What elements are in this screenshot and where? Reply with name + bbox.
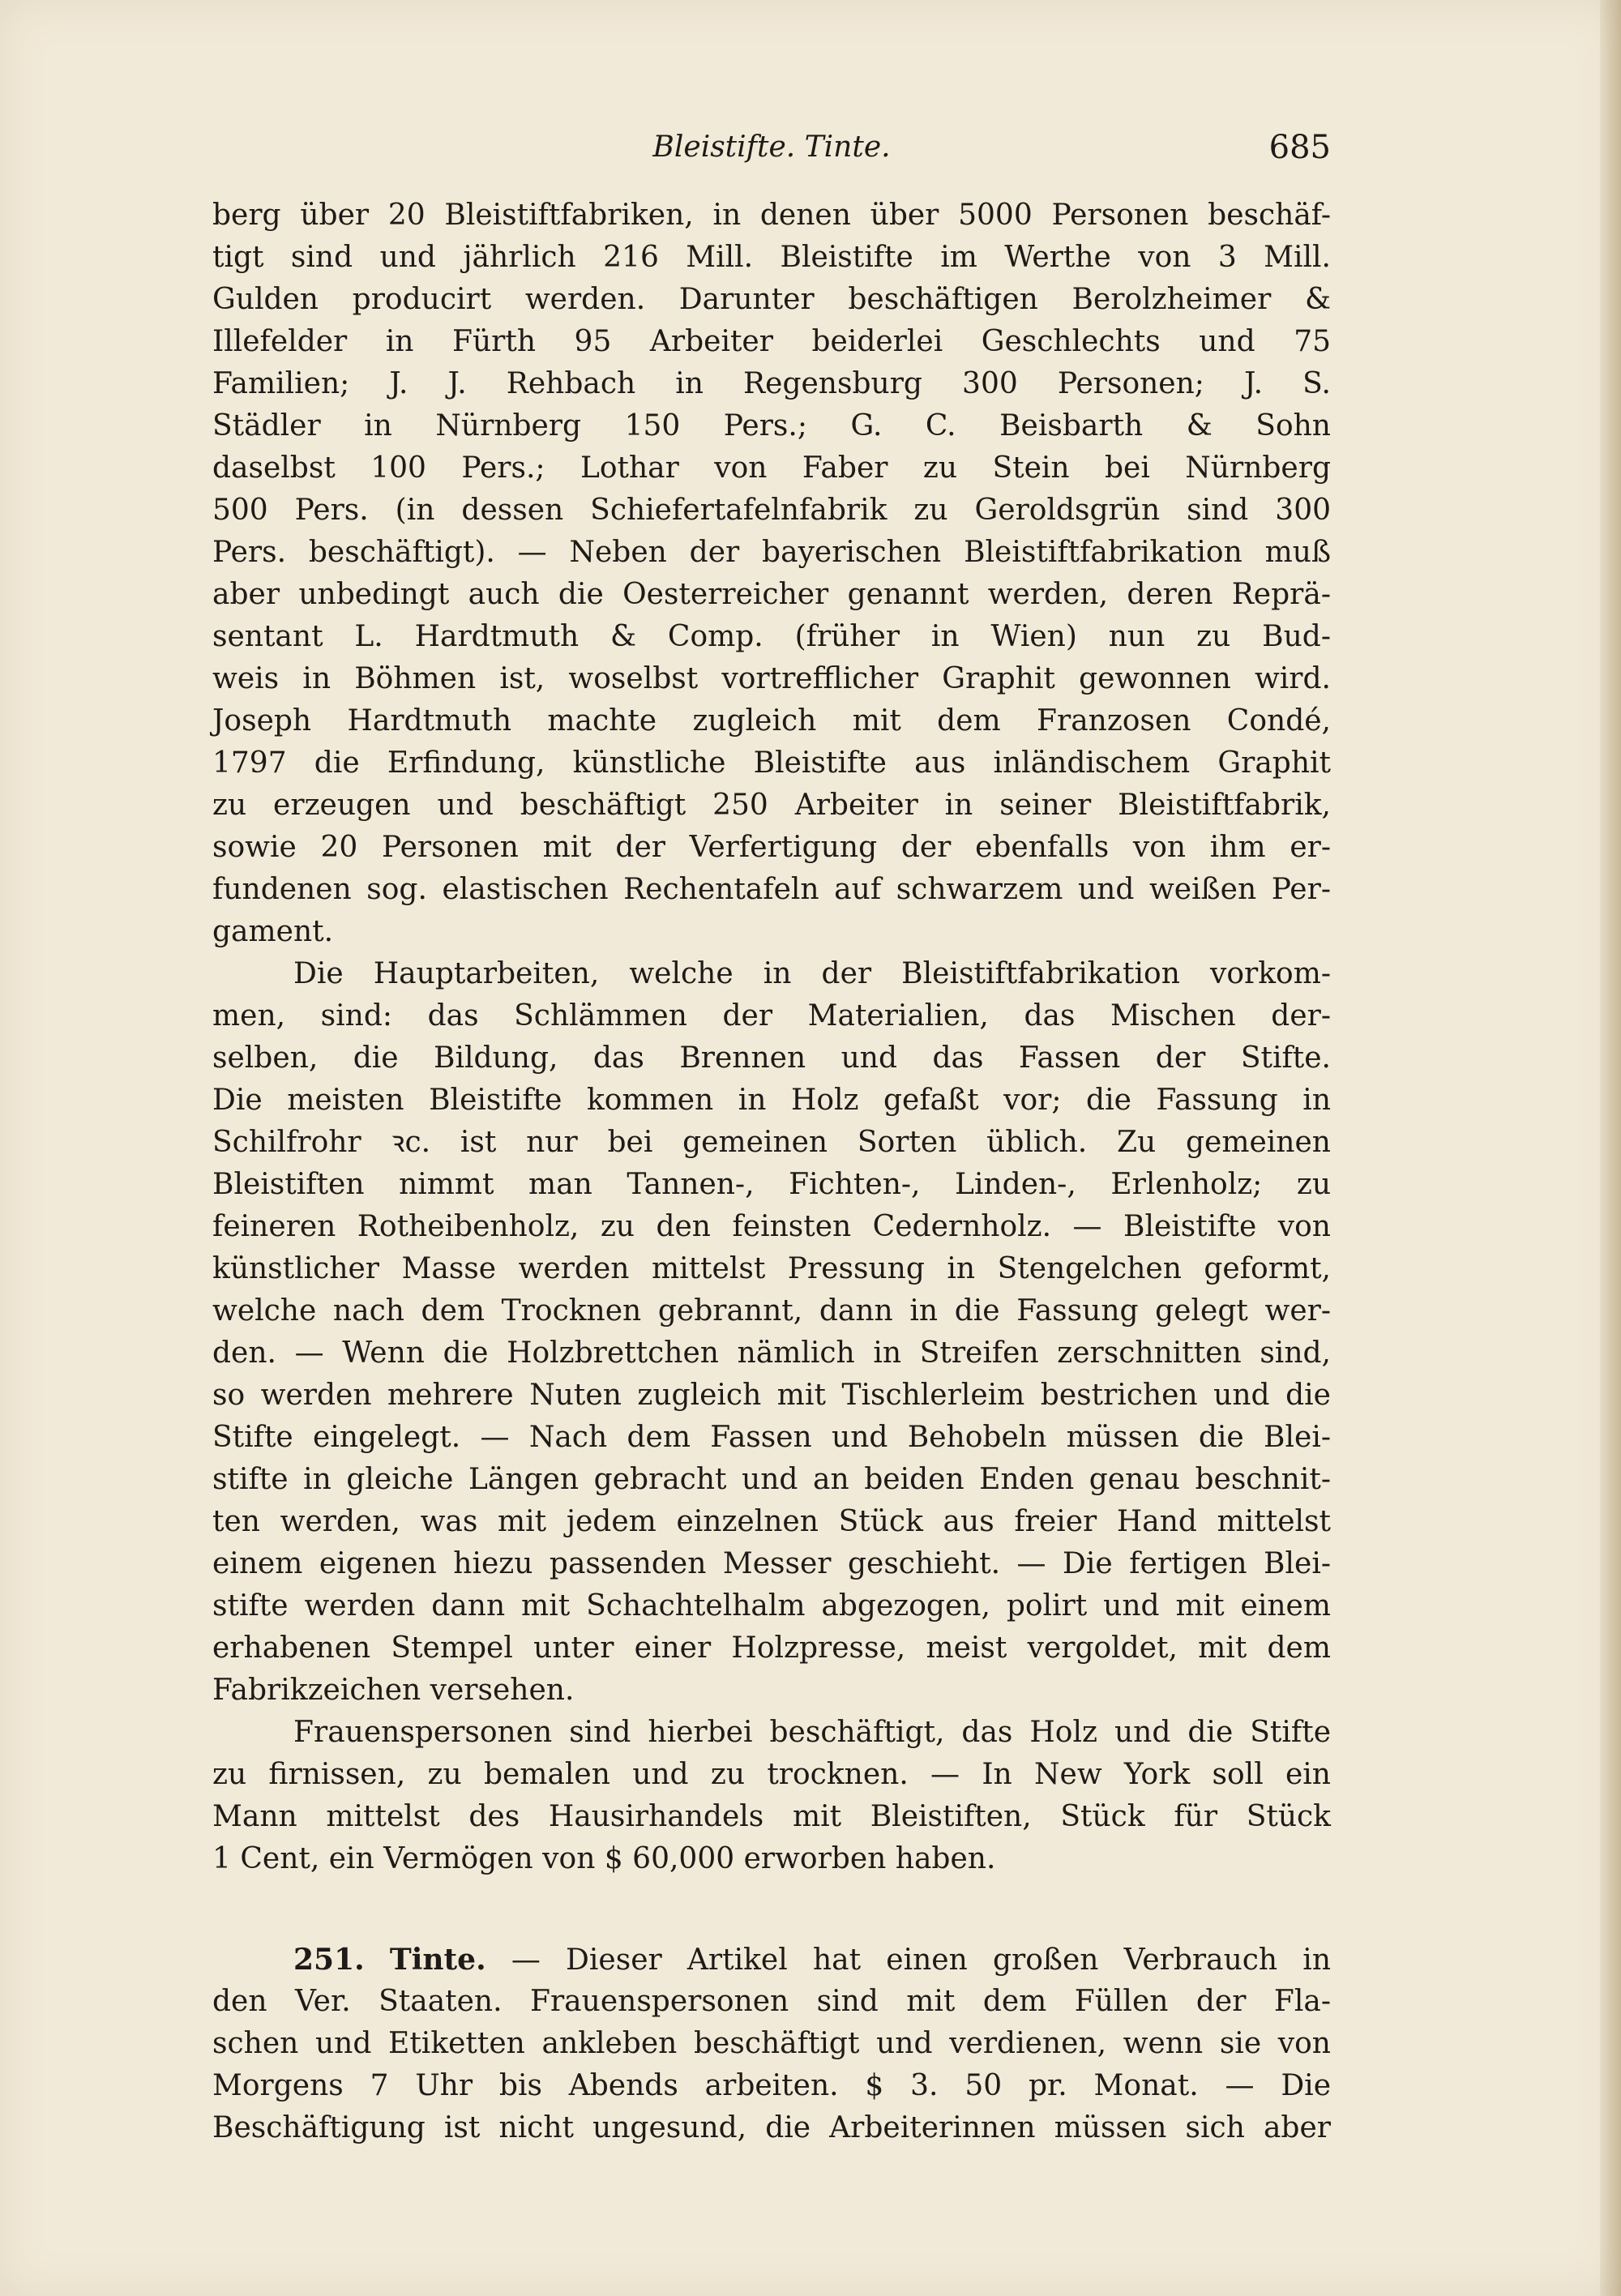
text-line: stifte werden dann mit Schachtelhalm abgezogen, polirt und mit einem: [212, 1589, 1331, 1623]
text-line: Familien; J. J. Rehbach in Regensburg 300 Personen; J. S.: [212, 367, 1331, 400]
text-line: selben, die Bildung, das Brennen und das Fassen der Stifte.: [212, 1041, 1331, 1075]
text-line: 1797 die Erfindung, künstliche Bleistifte aus inländischem Graphit: [212, 746, 1331, 780]
text-line: Stifte eingelegt. — Nach dem Fassen und Behobeln müssen die Blei-: [212, 1421, 1331, 1454]
text-line: Gulden producirt werden. Darunter beschäftigen Berolzheimer &: [212, 283, 1331, 316]
text-line: tigt sind und jährlich 216 Mill. Bleistifte im Werthe von 3 Mill.: [212, 241, 1331, 274]
text-line: Morgens 7 Uhr bis Abends arbeiten. $ 3. 50 pr. Monat. — Die: [212, 2069, 1331, 2102]
text-line: den Ver. Staaten. Frauenspersonen sind mit dem Füllen der Fla-: [212, 1985, 1331, 2018]
text-line: ten werden, was mit jedem einzelnen Stück aus freier Hand mittelst: [212, 1505, 1331, 1538]
section-251-tinte: [212, 1939, 1331, 2149]
text-line: zu firnissen, zu bemalen und zu trocknen. — In New York soll ein: [212, 1758, 1331, 1791]
section-heading: Tinte.: [389, 1943, 486, 1977]
text-line: welche nach dem Trocknen gebrannt, dann in die Fassung gelegt wer-: [212, 1294, 1331, 1328]
book-spine-shadow: [1600, 0, 1621, 2296]
text-line: 500 Pers. (in dessen Schiefertafelnfabrik zu Geroldsgrün sind 300: [212, 494, 1331, 527]
text-line: sowie 20 Personen mit der Verfertigung der ebenfalls von ihm er-: [212, 831, 1331, 864]
section-spacer: [212, 1880, 1331, 1939]
text-line: Joseph Hardtmuth machte zugleich mit dem Franzosen Condé,: [212, 704, 1331, 738]
paragraph-frauenspersonen: [212, 1712, 1331, 1880]
text-line: erhabenen Stempel unter einer Holzpresse, meist vergoldet, mit dem: [212, 1631, 1331, 1665]
text-line: sentant L. Hardtmuth & Comp. (früher in Wien) nun zu Bud-: [212, 620, 1331, 653]
running-title: Bleistifte. Tinte.: [652, 130, 891, 164]
text-line: Die meisten Bleistifte kommen in Holz gefaßt vor; die Fassung in: [212, 1084, 1331, 1117]
page-body: [212, 195, 1331, 2149]
text-line: Beschäftigung ist nicht ungesund, die Arbeiterinnen müssen sich aber: [212, 2111, 1331, 2144]
text-line: aber unbedingt auch die Oesterreicher genannt werden, deren Reprä-: [212, 578, 1331, 611]
text-line: Fabrikzeichen versehen.: [212, 1674, 575, 1707]
text-line: zu erzeugen und beschäftigt 250 Arbeiter in seiner Bleistiftfabrik,: [212, 789, 1331, 822]
text-line: stifte in gleiche Längen gebracht und an beiden Enden genau beschnit-: [212, 1463, 1331, 1496]
text-line: künstlicher Masse werden mittelst Pressung in Stengelchen geformt,: [212, 1252, 1331, 1285]
text-line: Illefelder in Fürth 95 Arbeiter beiderlei Geschlechts und 75: [212, 325, 1331, 358]
text-line: Die Hauptarbeiten, welche in der Bleistiftfabrikation vorkom-: [293, 957, 1331, 990]
text-line: 1 Cent, ein Vermögen von $ 60,000 erworben haben.: [212, 1842, 996, 1875]
text-line: men, sind: das Schlämmen der Materialien, das Mischen der-: [212, 999, 1331, 1033]
text-line: einem eigenen hiezu passenden Messer geschieht. — Die fertigen Blei-: [212, 1547, 1331, 1580]
text-line: Mann mittelst des Hausirhandels mit Bleistiften, Stück für Stück: [212, 1800, 1331, 1833]
text-line: schen und Etiketten ankleben beschäftigt und verdienen, wenn sie von: [212, 2027, 1331, 2060]
page-number: 685: [1268, 129, 1331, 166]
paragraph-hauptarbeiten: [212, 953, 1331, 1712]
page-header: [212, 123, 1331, 172]
text-line: Städler in Nürnberg 150 Pers.; G. C. Beisbarth & Sohn: [212, 409, 1331, 443]
text-line: daselbst 100 Pers.; Lothar von Faber zu Stein bei Nürnberg: [212, 451, 1331, 485]
section-first-line: [212, 1939, 1331, 1981]
section-number: 251.: [293, 1943, 365, 1977]
text-line: berg über 20 Bleistiftfabriken, in denen über 5000 Personen beschäf-: [212, 199, 1331, 232]
section-first-line-text: — Dieser Artikel hat einen großen Verbrauch in: [511, 1943, 1332, 1977]
text-line: Pers. beschäftigt). — Neben der bayerischen Bleistiftfabrikation muß: [212, 536, 1331, 569]
text-line: so werden mehrere Nuten zugleich mit Tischlerleim bestrichen und die: [212, 1379, 1331, 1412]
text-line: Schilfrohr ꝛc. ist nur bei gemeinen Sorten üblich. Zu gemeinen: [212, 1126, 1331, 1159]
text-line: fundenen sog. elastischen Rechentafeln auf schwarzem und weißen Per-: [212, 873, 1331, 906]
paragraph-continuation: [212, 195, 1331, 953]
text-line: gament.: [212, 915, 334, 948]
text-line: Frauenspersonen sind hierbei beschäftigt, das Holz und die Stifte: [293, 1716, 1331, 1749]
text-line: weis in Böhmen ist, woselbst vortrefflicher Graphit gewonnen wird.: [212, 662, 1331, 695]
text-line: feineren Rotheibenholz, zu den feinsten Cedernholz. — Bleistifte von: [212, 1210, 1331, 1243]
text-line: den. — Wenn die Holzbrettchen nämlich in Streifen zerschnitten sind,: [212, 1336, 1331, 1370]
text-line: Bleistiften nimmt man Tannen-, Fichten-, Linden-, Erlenholz; zu: [212, 1168, 1331, 1201]
